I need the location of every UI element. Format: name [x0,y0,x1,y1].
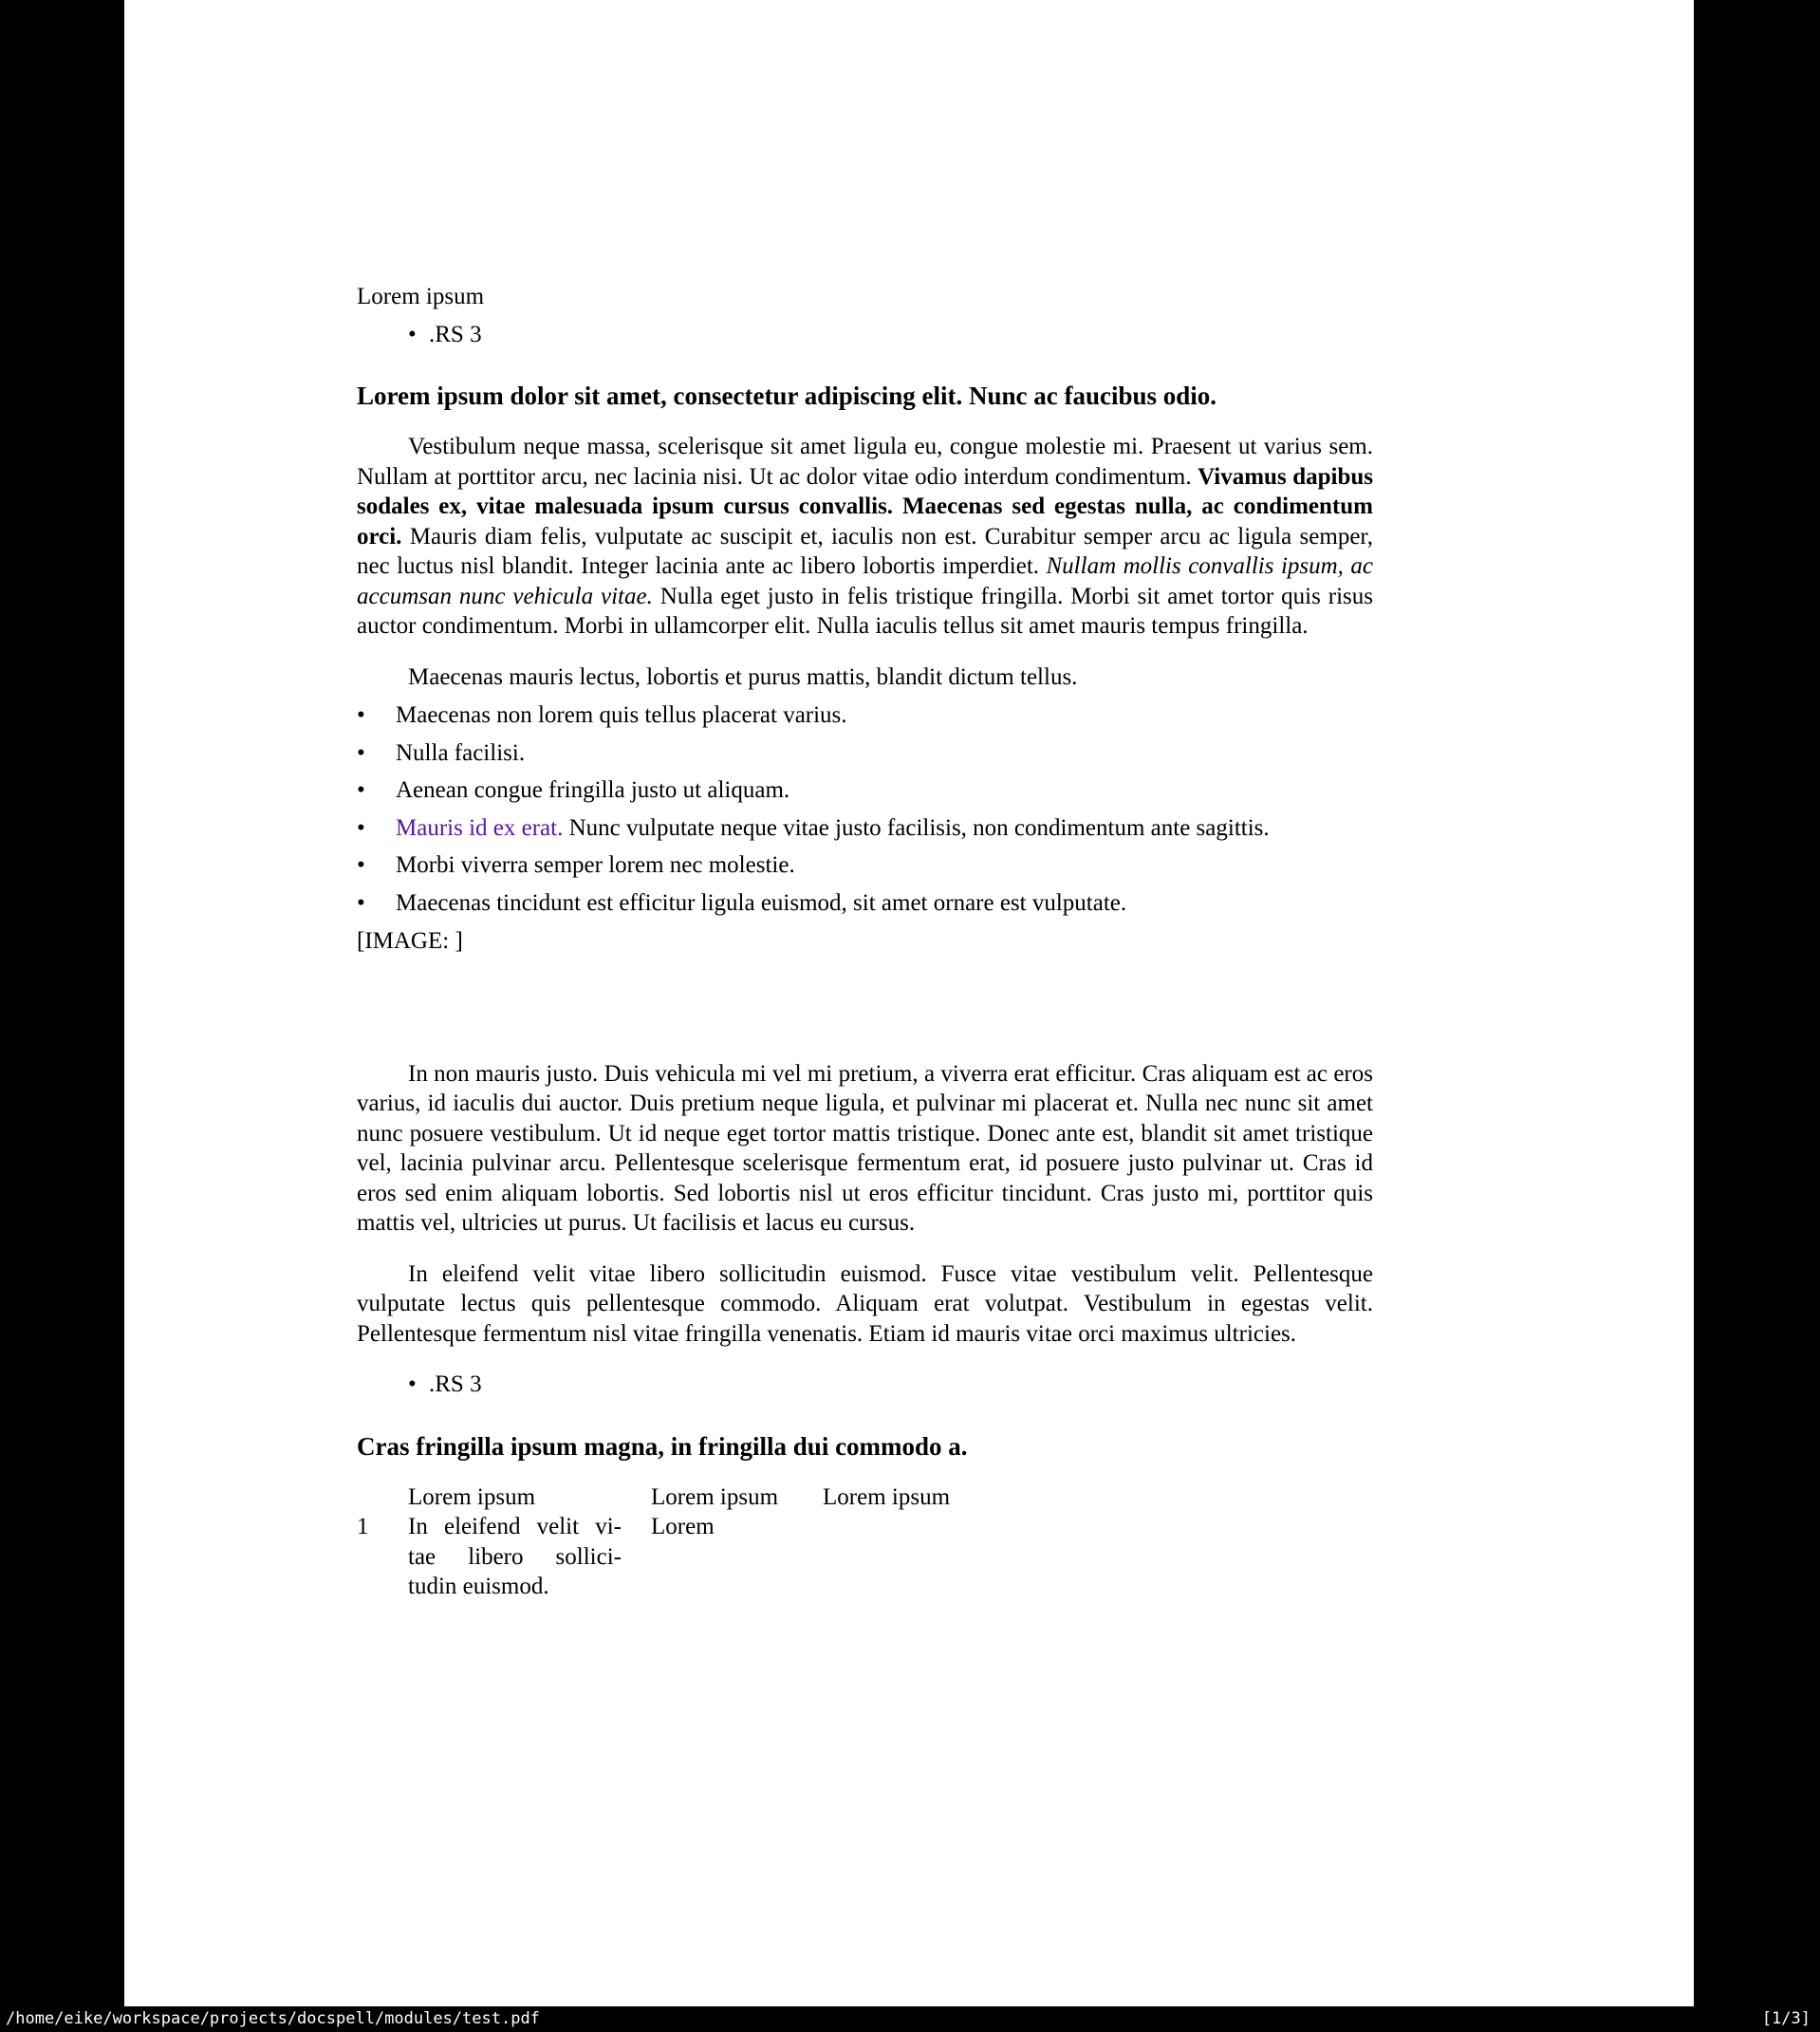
paragraph-1-segment-normal: Vestibulum neque massa, scelerisque sit amet ligula eu, congue molestie mi. Praesent ut varius sem. Nullam at porttitor arcu, nec lacinia nisi. Ut ac dolor vitae odio interdum condimentum. [357,434,1373,490]
paragraph-1-segment-normal: Mauris diam felis, vulputate ac suscipit et, iaculis non est. Curabitur semper arcu ac ligula semper, nec luctus nisl blandit. Integer lacinia ante ac libero lobortis imperdiet. [357,523,1373,579]
list-item-text: Nulla facilisi. [396,739,526,766]
table-cell-index: 1 [357,1514,369,1539]
list-item-text [396,813,1270,844]
list-item-text: Nunc vulputate neque vitae justo facilisis, non condimentum ante sagittis. [563,814,1270,841]
table-cell [823,1512,1373,1602]
bullet-marker-icon: • [357,739,365,766]
list-item [357,738,1373,769]
bullet-marker-icon: • [357,777,365,803]
table-header-cell-index [357,1482,408,1513]
section-heading-1: Lorem ipsum dolor sit amet, consectetur adipiscing elit. Nunc ac faucibus odio. [357,382,1217,410]
paragraph-1-segment-italic: Nullam mollis convallis ipsum, ac accumsan nunc vehicula vitae. [357,553,1373,609]
document-page[interactable] [124,0,1694,2006]
image-placeholder: [IMAGE: ] [357,928,463,954]
statusbar-page-indicator: [1/3] [1761,2009,1811,2028]
table-cell-line: tudin euismod. [408,1574,549,1599]
paragraph-4: In eleifend velit vitae libero sollicitudin euismod. Fusce vitae vestibulum velit. Pellentesque vulputate lectus quis pellentesque commodo. Aliquam erat volutpat. Vestibulum in egestas velit. Pellentesque fermentum nisl vitae fringilla venenatis. Etiam id mauris vitae orci maximus ultricies. [357,1260,1373,1347]
list-item-text: Aenean congue fringilla justo ut aliquam. [396,777,790,803]
list-item-text: Morbi viverra semper lorem nec molestie. [396,852,795,878]
bullet-marker-icon: • [357,814,365,841]
rs-directive-text: .RS 3 [429,1371,482,1397]
intro-label: Lorem ipsum [357,284,485,309]
bullet-marker-icon: • [357,852,365,878]
list-item-text: Maecenas non lorem quis tellus placerat varius. [396,702,847,728]
bullet-marker-icon: • [408,1371,417,1397]
table-cell-line: tae libero sollici- [408,1543,622,1570]
list-item [357,850,1373,881]
bullet-list [357,700,1373,918]
table-cell: Lorem [651,1514,715,1539]
data-table [357,1482,1373,1602]
table-cell-line: In eleifend velit vi- [408,1514,622,1539]
list-item [357,700,1373,731]
rs-directive-item [357,320,1373,350]
paragraph-1-segment-normal: Nulla eget justo in felis tristique fringilla. Morbi sit amet tortor quis risus auctor condimentum. Morbi in ullamcorper elit. Nulla iaculis tellus sit amet mauris tempus fringilla. [357,583,1373,639]
bullet-marker-icon: • [357,889,365,916]
list-item [357,775,1373,806]
statusbar-file-path: /home/eike/workspace/projects/docspell/modules/test.pdf [6,2009,540,2028]
bullet-marker-icon: • [357,702,365,728]
table-header-cell: Lorem ipsum [408,1483,536,1510]
list-item [357,813,1373,844]
paragraph-1 [357,432,1373,642]
rs-directive-text: .RS 3 [429,321,482,347]
section-heading-2: Cras fringilla ipsum magna, in fringilla dui commodo a. [357,1431,968,1461]
bullet-marker-icon: • [408,321,417,347]
table-header-cell: Lorem ipsum [651,1483,779,1510]
rs-directive-item [357,1370,1373,1400]
paragraph-2: Maecenas mauris lectus, lobortis et purus mattis, blandit dictum tellus. [408,663,1078,690]
page-content [357,282,1373,1602]
table-cell [408,1512,622,1602]
paragraph-1-segment-bold: Vivamus dapibus sodales ex, vitae malesuada ipsum cursus convallis. Maecenas sed egestas nulla, ac condimentum orci. [357,463,1373,550]
list-item [357,888,1373,919]
link-mauris-id-ex-erat[interactable]: Mauris id ex erat. [396,814,564,841]
statusbar [0,2006,1820,2032]
table-header-cell: Lorem ipsum [823,1483,951,1510]
list-item-text: Maecenas tincidunt est efficitur ligula euismod, sit amet ornare est vulputate. [396,889,1127,916]
paragraph-3: In non mauris justo. Duis vehicula mi vel mi pretium, a viverra erat efficitur. Cras aliquam est ac eros varius, id iaculis dui auctor. Duis pretium neque ligula, et pulvinar mi placerat et. Nulla nec nunc sit amet nunc posuere vestibulum. Ut id neque eget tortor mattis tristique. Donec ante est, blandit sit amet tristique vel, lacinia pulvinar arcu. Pellentesque scelerisque fermentum erat, id posuere justo pulvinar ut. Cras id eros sed enim aliquam lobortis. Sed lobortis nisl ut eros efficitur tincidunt. Cras justo mi, porttitor quis mattis vel, ultricies ut purus. Ut facilisis et lacus eu cursus. [357,1060,1373,1236]
